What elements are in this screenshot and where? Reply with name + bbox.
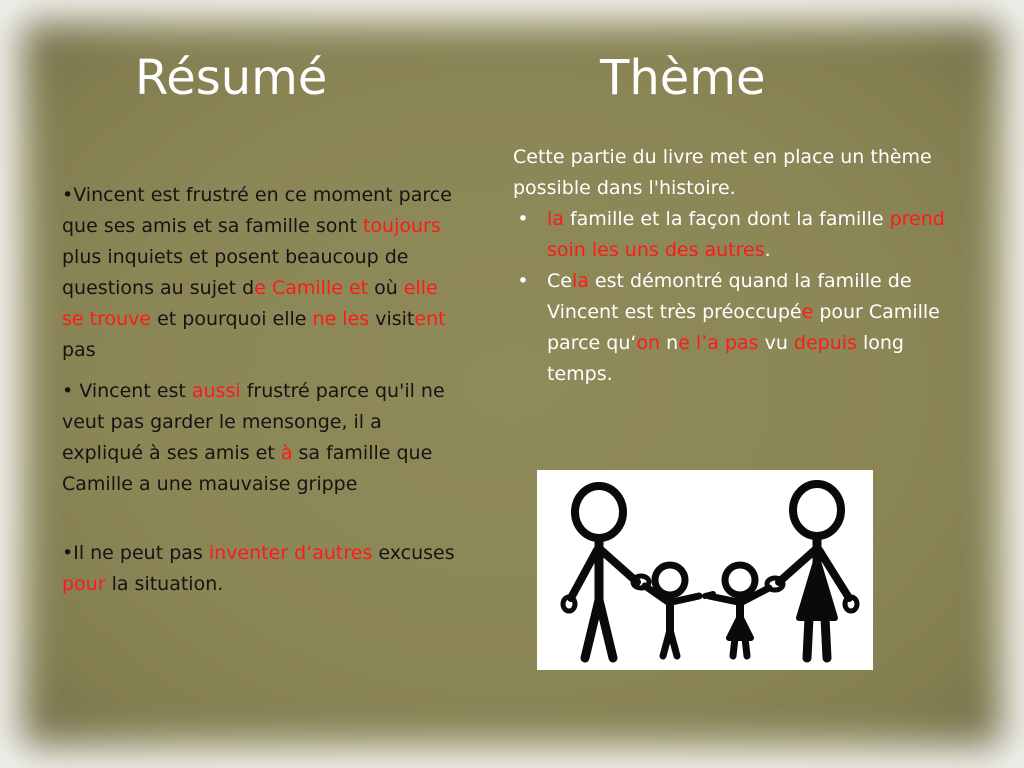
father-right-arm	[601, 550, 637, 582]
mother-left-hand	[767, 578, 783, 590]
father-left-hand	[563, 597, 575, 611]
summary-text: la situation.	[105, 573, 224, 595]
theme-text: .	[764, 239, 771, 261]
highlight-text: toujours	[362, 215, 441, 237]
theme-bullet-shown	[513, 266, 953, 390]
mother-legs	[807, 618, 827, 658]
summary-text: excuses	[372, 542, 455, 564]
summary-text: Vincent est frustré en ce moment parce que ses amis et sa famille sont	[62, 184, 452, 237]
summary-text: Il ne peut pas	[73, 542, 209, 564]
highlight-text: la	[547, 208, 564, 230]
summary-text: et pourquoi elle	[151, 308, 313, 330]
mother-head	[793, 484, 841, 536]
highlight-text: pour	[62, 573, 106, 595]
mother-hand-hold	[705, 594, 713, 596]
family-image	[537, 470, 873, 670]
bullet-marker: •	[517, 208, 529, 230]
highlight-text: elle se trouve	[62, 277, 438, 330]
highlight-text: à	[280, 442, 293, 464]
bullet-marker: •	[62, 184, 74, 206]
theme-column	[513, 142, 953, 390]
highlight-text: depuis	[793, 332, 857, 354]
child-right-head	[725, 565, 755, 595]
summary-bullet-excuses	[62, 538, 462, 600]
child-right-dress	[729, 616, 751, 638]
bullet-marker: •	[517, 270, 529, 292]
theme-title: Thème	[600, 50, 766, 106]
theme-text: long temps.	[547, 332, 904, 385]
highlight-text: inventer d‘autres	[208, 542, 373, 564]
summary-title: Résumé	[135, 50, 328, 106]
father-legs	[585, 600, 613, 658]
summary-text: plus inquiets et posent beaucoup de questions au sujet d	[62, 246, 409, 299]
highlight-text: la	[571, 270, 589, 292]
summary-bullet-frustrated	[62, 180, 462, 366]
father-head	[575, 486, 623, 538]
highlight-text: e l’a pas	[678, 332, 759, 354]
summary-column	[62, 180, 462, 600]
highlight-text: aussi	[191, 380, 241, 402]
theme-text: est démontré quand la famille de Vincent est très préoccupé	[547, 270, 912, 323]
summary-text: où	[368, 277, 404, 299]
highlight-text: on	[636, 332, 661, 354]
bullet-marker: •	[62, 380, 80, 402]
theme-intro: Cette partie du livre met en place un thème possible dans l'histoire.	[513, 146, 932, 199]
theme-bullet-family	[513, 204, 953, 266]
theme-text: vu	[758, 332, 794, 354]
stick-figure-family-icon	[537, 470, 873, 670]
bullet-marker: •	[62, 542, 74, 564]
highlight-text: ne les	[312, 308, 370, 330]
summary-text: frustré parce qu'il ne veut pas garder le mensonge, il a expliqué à ses amis et	[62, 380, 445, 464]
highlight-text: ent	[414, 308, 446, 330]
summary-text: visit	[369, 308, 415, 330]
highlight-text: e	[254, 277, 266, 299]
summary-text: sa famille que Camille a une mauvaise grippe	[62, 442, 433, 495]
theme-text: pour Camille parce qu‘	[547, 301, 940, 354]
child-left-head	[655, 565, 685, 595]
highlight-text: prend soin les uns des autres	[547, 208, 945, 261]
theme-text: famille et la façon dont la famille	[563, 208, 890, 230]
mother-right-hand	[845, 597, 857, 611]
theme-text: Ce	[547, 270, 572, 292]
theme-text: n	[660, 332, 679, 354]
child-left-legs	[663, 630, 677, 656]
father-left-arm	[571, 550, 597, 598]
highlight-text: e	[801, 301, 814, 323]
highlight-text: Camille et	[271, 277, 369, 299]
summary-text: pas	[62, 339, 96, 361]
summary-text: Vincent est	[79, 380, 192, 402]
summary-bullet-lie	[62, 376, 462, 500]
